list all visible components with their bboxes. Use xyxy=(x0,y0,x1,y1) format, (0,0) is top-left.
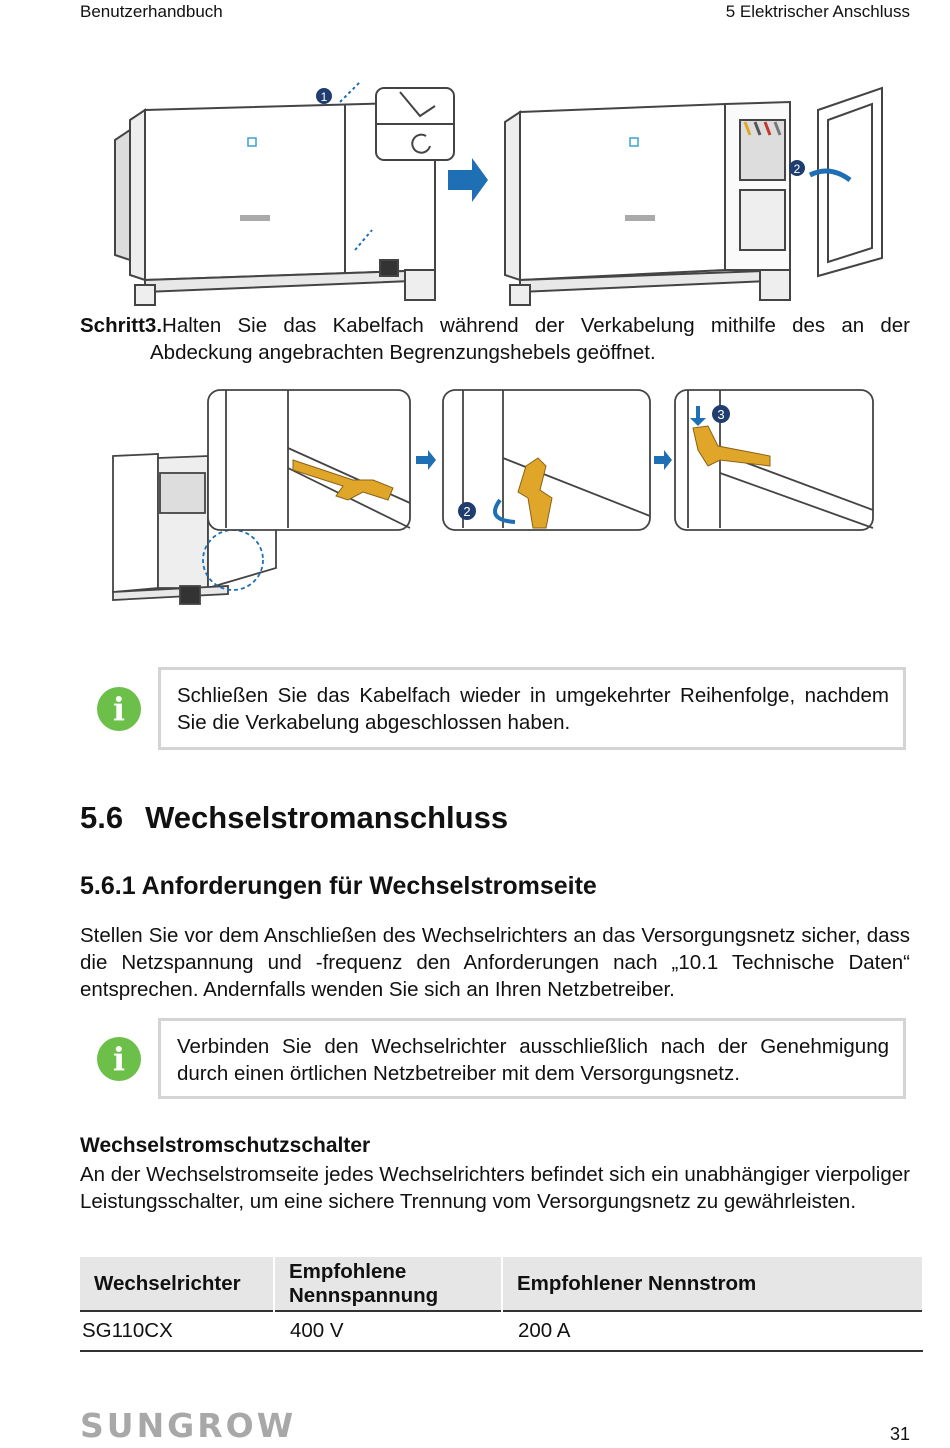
step-3 xyxy=(80,312,910,366)
table-header: Wechselrichter xyxy=(80,1257,274,1311)
figure-open-cover xyxy=(100,80,890,308)
intro-paragraph: Stellen Sie vor dem Anschließen des Wechselrichters an das Versorgungsnetz sicher, dass die Netzspannung und -frequenz den Anforderungen nach „10.1 Technische Daten“ entsprechen. Andernfalls wenden Sie sich an Ihren Netzbetreiber. xyxy=(80,924,910,1001)
running-header-left: Benutzerhandbuch xyxy=(80,2,223,21)
table-cell: 400 V xyxy=(274,1311,502,1351)
info-icon-2: i xyxy=(97,1037,141,1081)
page-number: 31 xyxy=(889,1424,910,1444)
running-header-right: 5 Elektrischer Anschluss xyxy=(725,2,910,21)
figure-lever-steps xyxy=(108,388,878,623)
callout-3: 3 xyxy=(717,407,725,422)
table-row xyxy=(80,1311,923,1351)
table-cell: SG110CX xyxy=(80,1311,274,1351)
section-number: 5.6 xyxy=(80,800,124,835)
note-1-text: Schließen Sie das Kabelfach wieder in umgekehrter Reihenfolge, nachdem Sie die Verkabelung abgeschlossen haben. xyxy=(177,684,889,734)
table-header: Empfohlene Nennspannung xyxy=(274,1257,502,1311)
subsection-heading: 5.6.1 Anforderungen für Wechselstromseite xyxy=(80,872,597,900)
note-box-2 xyxy=(158,1018,906,1099)
callout-2b: 2 xyxy=(463,504,471,519)
callout-1: 1 xyxy=(320,90,328,104)
note-2-text: Verbinden Sie den Wechselrichter ausschließlich nach der Genehmigung durch einen örtlichen Netzbetreiber mit dem Versorgungsnetz. xyxy=(177,1035,889,1085)
table-header-row xyxy=(80,1257,923,1311)
step-text: Halten Sie das Kabelfach während der Verkabelung mithilfe des an der Abdeckung angebrachten Begrenzungshebels geöffnet. xyxy=(150,314,910,364)
callout-2: 2 xyxy=(793,162,801,176)
table-cell: 200 A xyxy=(502,1311,923,1351)
breaker-heading: Wechselstromschutzschalter xyxy=(80,1134,371,1157)
section-heading xyxy=(80,800,508,836)
breaker-table xyxy=(80,1257,924,1352)
breaker-paragraph: An der Wechselstromseite jedes Wechselrichters befindet sich ein unabhängiger vierpoliger Leistungsschalter, um eine sichere Trennung vom Versorgungsnetz zu gewährleisten. xyxy=(80,1163,910,1213)
footer-logo: SUNGROW xyxy=(80,1406,297,1445)
step-label: Schritt3. xyxy=(80,314,163,337)
info-icon: i xyxy=(97,687,141,731)
table-header: Empfohlener Nennstrom xyxy=(502,1257,923,1311)
section-title: Wechselstromanschluss xyxy=(145,800,509,835)
note-box-1 xyxy=(158,667,906,750)
